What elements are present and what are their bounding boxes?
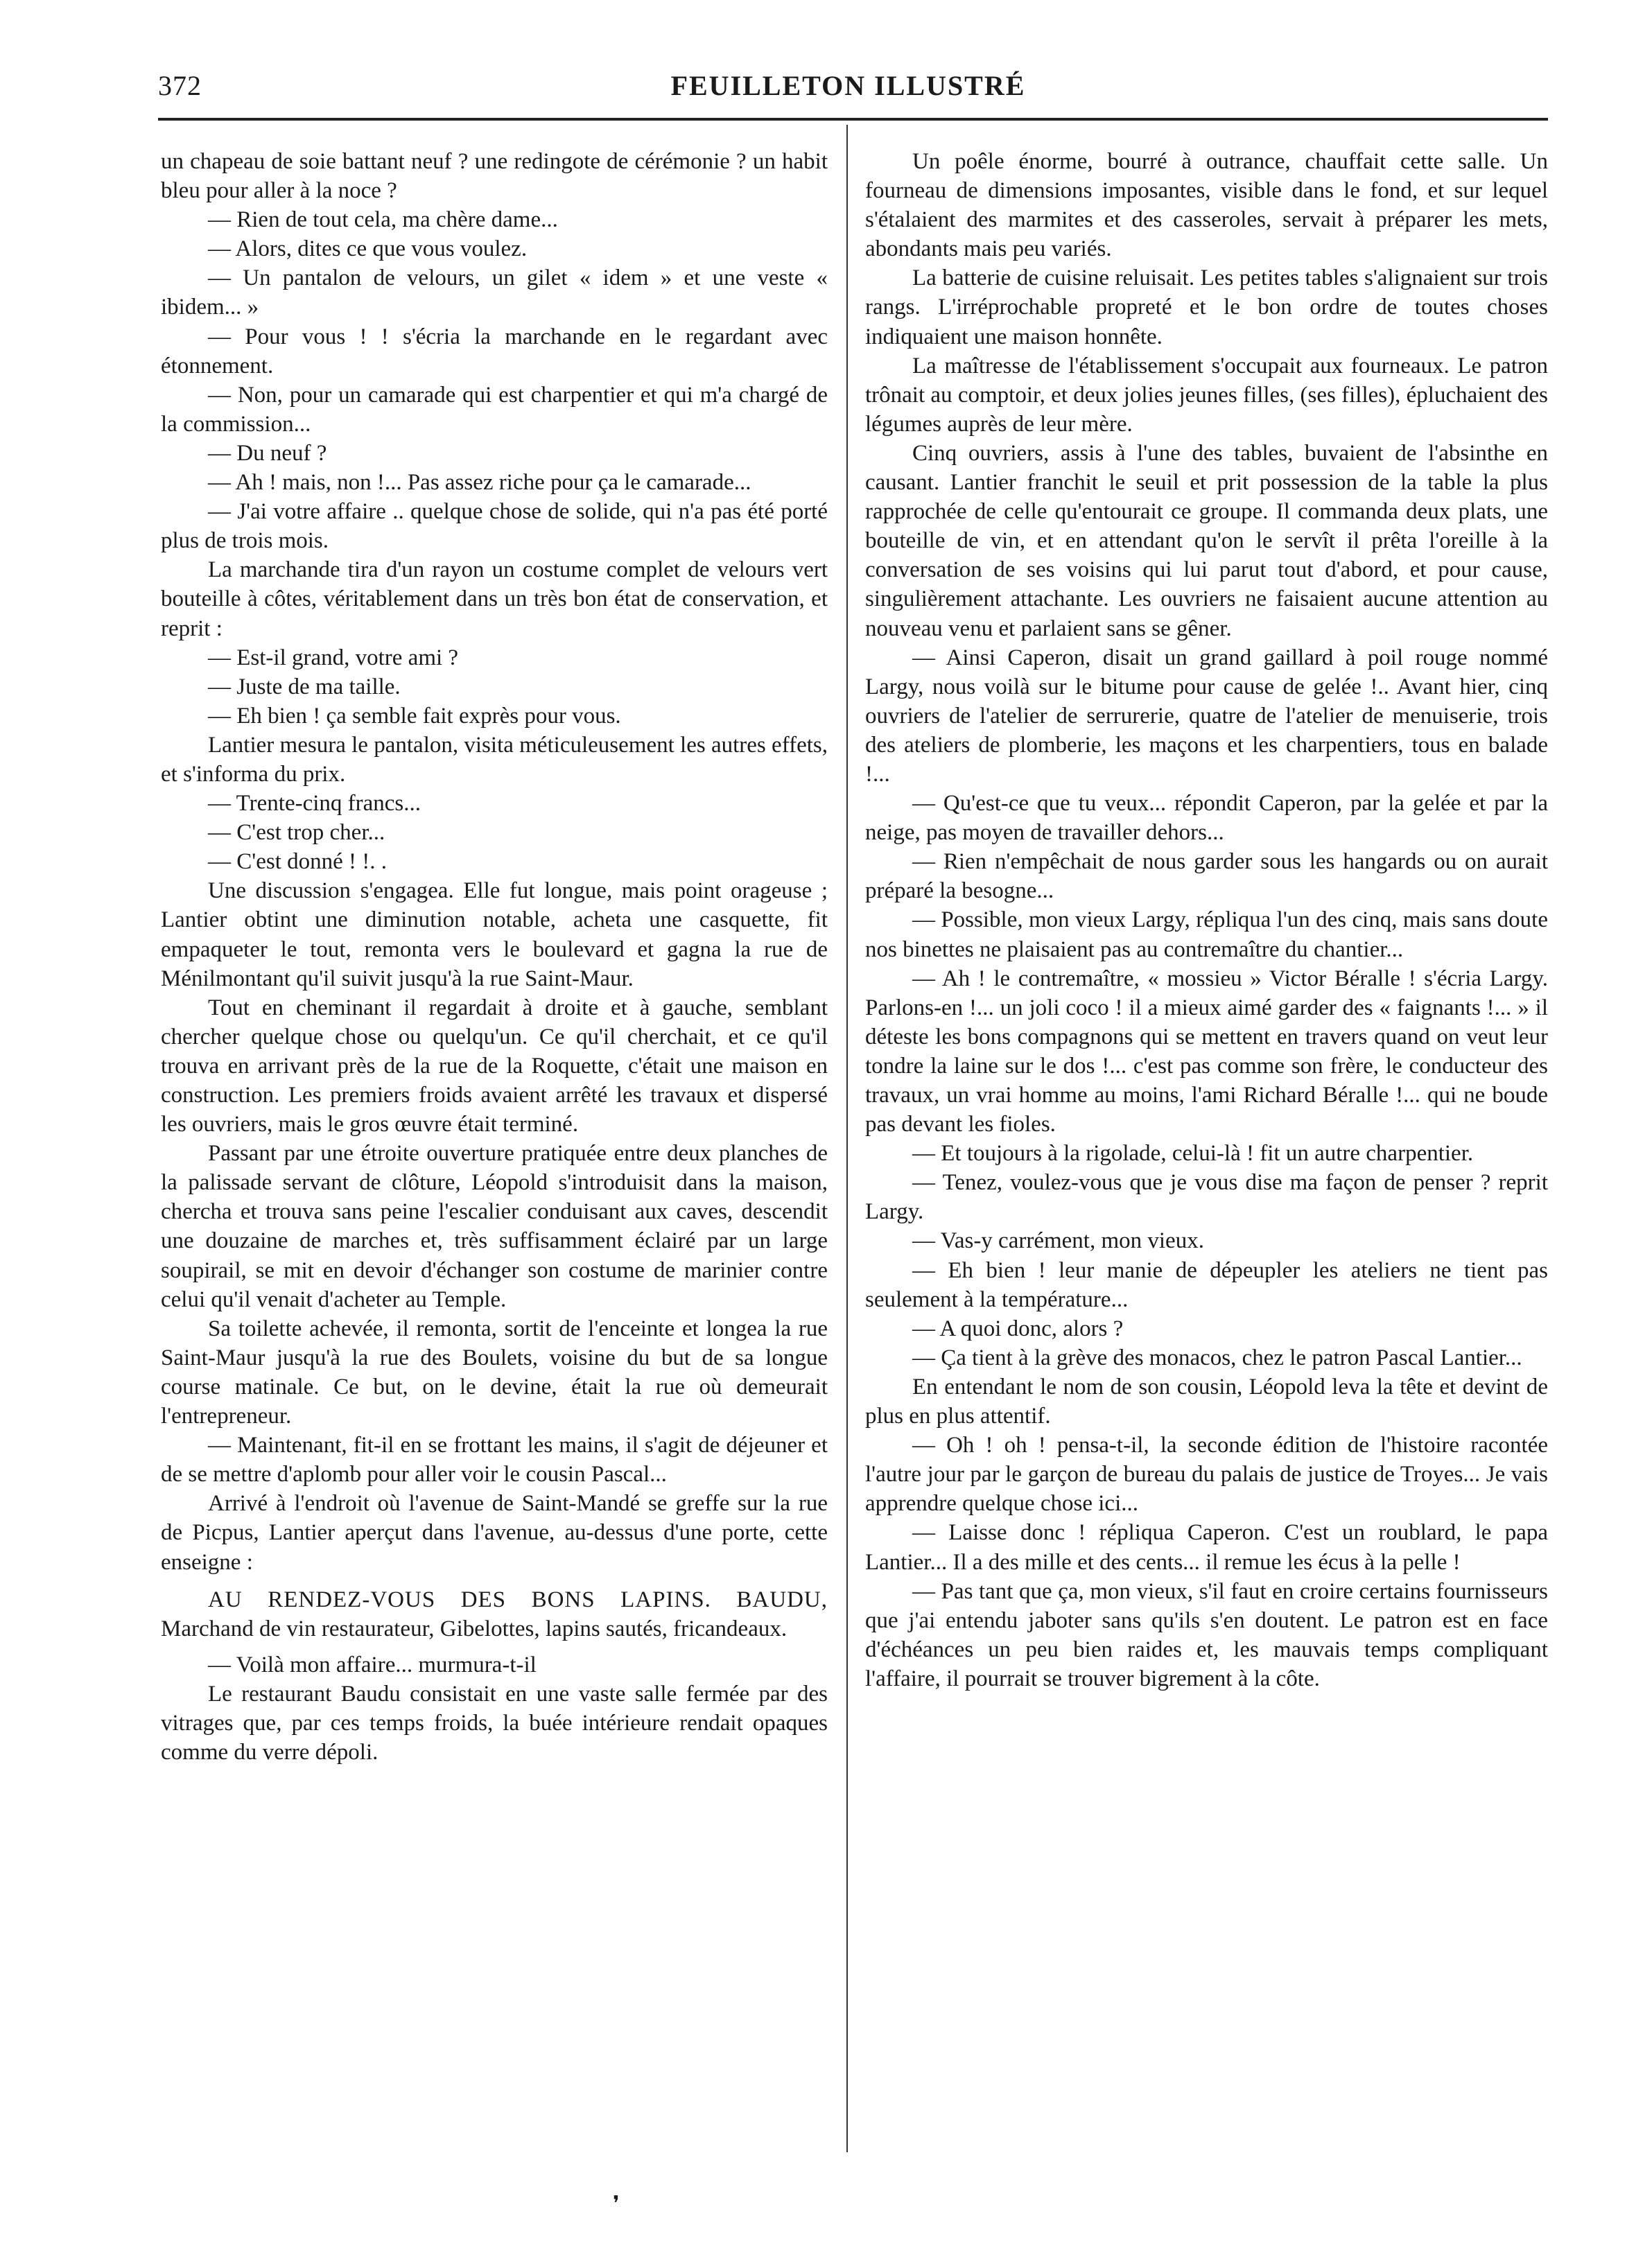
running-title: FEUILLETON ILLUSTRÉ: [670, 70, 1026, 101]
ink-speck: ❜: [613, 2192, 620, 2215]
paragraph: Lantier mesura le pantalon, visita méticuleusement les autres effets, et s'informa du prix.: [161, 732, 828, 787]
paragraph: Un poêle énorme, bourré à outrance, chauffait cette salle. Un fourneau de dimensions imposantes, visible dans le fond, et sur lequel s'étalaient des marmites et des casseroles, servait à préparer les mets, abondants mais peu variés.: [865, 149, 1548, 262]
paragraph: — Trente-cinq francs...: [208, 791, 421, 817]
shop-sign: [161, 1585, 828, 1643]
paragraph: Tout en cheminant il regardait à droite et à gauche, semblant chercher quelque chose ou quelqu'un. Ce qu'il cherchait, et ce qu'il trouva en arrivant près de la rue de la Roquette, c'était une maison en construction. Les premiers froids avaient arrêté les travaux et dispersé les ouvriers, mais le gros œuvre était terminé.: [161, 995, 828, 1137]
paragraph: Une discussion s'engagea. Elle fut longue, mais point orageuse ; Lantier obtint une diminution notable, acheta une casquette, fit empaqueter le tout, remonta vers le boulevard et gagna la rue de Ménilmontant qu'il suivit jusqu'à la rue Saint-Maur.: [161, 878, 828, 991]
paragraph: — Voilà mon affaire... murmura-t-il: [208, 1652, 537, 1677]
paragraph: — C'est trop cher...: [208, 820, 385, 846]
paragraph: — Oh ! oh ! pensa-t-il, la seconde édition de l'histoire racontée l'autre jour par le garçon de bureau du palais de justice de Troyes... Je vais apprendre quelque chose ici...: [865, 1433, 1548, 1517]
paragraph: — Du neuf ?: [208, 440, 327, 466]
paragraph: — Eh bien ! ça semble fait exprès pour vous.: [208, 703, 621, 729]
paragraph: — Et toujours à la rigolade, celui-là ! fit un autre charpentier.: [912, 1141, 1474, 1167]
paragraph: — A quoi donc, alors ?: [912, 1316, 1124, 1341]
paragraph: La maîtresse de l'établissement s'occupait aux fourneaux. Le patron trônait au comptoir, et deux jolies jeunes filles, (ses filles), épluchaient des légumes auprès de leur mère.: [865, 353, 1548, 437]
paragraph: — Un pantalon de velours, un gilet « idem » et une veste « ibidem... »: [161, 265, 828, 320]
paragraph: — Ça tient à la grève des monacos, chez le patron Pascal Lantier...: [912, 1345, 1522, 1370]
paragraph: — C'est donné ! !. .: [208, 849, 387, 875]
page-number: 372: [158, 70, 202, 101]
paragraph: — Est-il grand, votre ami ?: [208, 645, 459, 670]
paragraph: — Ah ! mais, non !... Pas assez riche pour ça le camarade...: [208, 470, 751, 496]
paragraph: — J'ai votre affaire .. quelque chose de solide, qui n'a pas été porté plus de trois mois.: [161, 499, 828, 554]
paragraph: — Alors, dites ce que vous voulez.: [208, 236, 528, 262]
paragraph: un chapeau de soie battant neuf ? une redingote de cérémonie ? un habit bleu pour aller à la noce ?: [161, 149, 828, 204]
right-column: [865, 147, 1548, 1693]
paragraph: Le restaurant Baudu consistait en une vaste salle fermée par des vitrages que, par ces temps froids, la buée intérieure rendait opaques comme du verre dépoli.: [161, 1681, 828, 1765]
paragraph: — Juste de ma taille.: [208, 674, 401, 699]
paragraph: En entendant le nom de son cousin, Léopold leva la tête et devint de plus en plus attentif.: [865, 1374, 1548, 1429]
paragraph: — Rien n'empêchait de nous garder sous les hangards ou on aurait préparé la besogne...: [865, 849, 1548, 904]
header-rule: [158, 118, 1548, 121]
paragraph: — Pour vous ! ! s'écria la marchande en le regardant avec étonnement.: [161, 324, 828, 378]
shop-sign-name: AU RENDEZ-VOUS DES BONS LAPINS. BAUDU,: [208, 1587, 828, 1612]
paragraph: — Possible, mon vieux Largy, répliqua l'un des cinq, mais sans doute nos binettes ne plaisaient pas au contremaître du chantier...: [865, 907, 1548, 962]
paragraph: Sa toilette achevée, il remonta, sortit de l'enceinte et longea la rue Saint-Maur jusqu'à la rue des Boulets, voisine du but de sa longue course matinale. Ce but, on le devine, était la rue où demeurait l'entrepreneur.: [161, 1316, 828, 1429]
paragraph: — Vas-y carrément, mon vieux.: [912, 1228, 1204, 1254]
paragraph: — Ainsi Caperon, disait un grand gaillard à poil rouge nommé Largy, nous voilà sur le bitume pour cause de gelée !.. Avant hier, cinq ouvriers de l'atelier de serrurerie, quatre de l'atelier de menuiserie, trois des ateliers de plomberie, les maçons et les charpentiers, tous en balade !...: [865, 645, 1548, 787]
paragraph: — Eh bien ! leur manie de dépeupler les ateliers ne tient pas seulement à la température...: [865, 1257, 1548, 1312]
paragraph: Cinq ouvriers, assis à l'une des tables, buvaient de l'absinthe en causant. Lantier franchit le seuil et prit possession de la table la plus rapprochée de celle qu'entourait ce groupe. Il commanda deux plats, une bouteille de vin, et en attendant qu'on le servît il prêta l'oreille à la conversation de ses voisins qui lui parut tout d'abord, et pour cause, singulièrement attachante. Les ouvriers ne faisaient aucune attention au nouveau venu et parlaient sans se gêner.: [865, 440, 1548, 641]
paragraph: La marchande tira d'un rayon un costume complet de velours vert bouteille à côtes, véritablement dans un très bon état de conservation, et reprit :: [161, 557, 828, 641]
paragraph: — Tenez, voulez-vous que je vous dise ma façon de penser ? reprit Largy.: [865, 1170, 1548, 1225]
column-divider: [846, 125, 848, 2152]
paragraph: — Pas tant que ça, mon vieux, s'il faut en croire certains fournisseurs que j'ai entendu jaboter sans qu'ils s'en doutent. Le patron est en face d'échéances un peu bien raides et, les mauvais temps compliquant l'affaire, il pourrait se trouver bigrement à la côte.: [865, 1578, 1548, 1691]
paragraph: — Ah ! le contremaître, « mossieu » Victor Béralle ! s'écria Largy. Parlons-en !... un joli coco ! il a mieux aimé garder des « faignants !... » il déteste les bons compagnons qui se mettent en travers quand on veut leur tondre la laine sur le dos !... c'est pas comme son frère, le conducteur des travaux, un vrai homme au moins, l'ami Richard Béralle !... qui ne boude pas devant les fioles.: [865, 966, 1548, 1137]
paragraph: — Rien de tout cela, ma chère dame...: [208, 207, 558, 233]
shop-sign-text: Marchand de vin restaurateur, Gibelottes, lapins sautés, fricandeaux.: [161, 1616, 788, 1641]
paragraph: La batterie de cuisine reluisait. Les petites tables s'alignaient sur trois rangs. L'irréprochable propreté et le bon ordre de toutes choses indiquaient une maison honnête.: [865, 265, 1548, 349]
paragraph: — Laisse donc ! répliqua Caperon. C'est un roublard, le papa Lantier... Il a des mille et des cents... il remue les écus à la pelle !: [865, 1520, 1548, 1575]
paragraph: Arrivé à l'endroit où l'avenue de Saint-Mandé se greffe sur la rue de Picpus, Lantier aperçut dans l'avenue, au-dessus d'une porte, cette enseigne :: [161, 1491, 828, 1575]
paragraph: — Non, pour un camarade qui est charpentier et qui m'a chargé de la commission...: [161, 382, 828, 437]
paragraph: — Qu'est-ce que tu veux... répondit Caperon, par la gelée et par la neige, pas moyen de travailler dehors...: [865, 791, 1548, 846]
left-column: [161, 147, 828, 1767]
paragraph: — Maintenant, fit-il en se frottant les mains, il s'agit de déjeuner et de se mettre d'aplomb pour aller voir le cousin Pascal...: [161, 1433, 828, 1488]
paragraph: Passant par une étroite ouverture pratiquée entre deux planches de la palissade servant de clôture, Léopold s'introduisit dans la maison, chercha et trouva sans peine l'escalier conduisant aux caves, descendit une douzaine de marches et, très suffisamment éclairé par un large soupirail, se mit en devoir d'échanger son costume de marinier contre celui qu'il venait d'acheter au Temple.: [161, 1141, 828, 1312]
